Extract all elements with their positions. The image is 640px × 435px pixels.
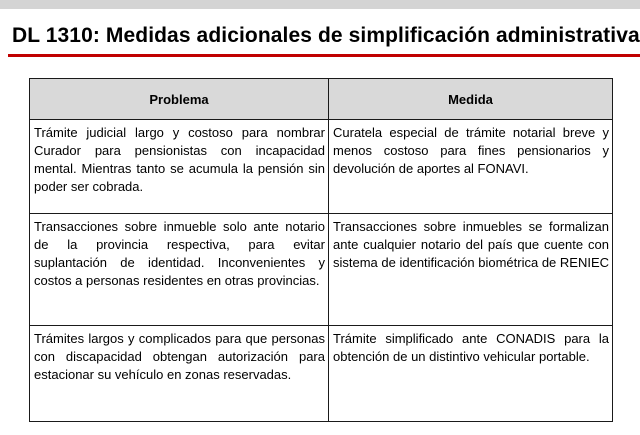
- slide-title: DL 1310: Medidas adicionales de simplificación administrativa: [12, 24, 640, 47]
- cell-medida: Trámite simplificado ante CONADIS para la obtención de un distintivo vehicular portable.: [329, 326, 613, 422]
- top-band: [0, 0, 640, 9]
- cell-medida: Transacciones sobre inmuebles se formalizan ante cualquier notario del país que cuente con sistema de identificación biométrica de RENIEC: [329, 214, 613, 326]
- header-problema: Problema: [30, 79, 329, 120]
- table-row: [30, 214, 613, 326]
- header-medida: Medida: [329, 79, 613, 120]
- comparison-table: [29, 78, 613, 422]
- table-header-row: [30, 79, 613, 120]
- cell-problema: Transacciones sobre inmueble solo ante notario de la provincia respectiva, para evitar suplantación de identidad. Inconvenientes y costos a personas residentes en otras provincias.: [30, 214, 329, 326]
- cell-problema: Trámites largos y complicados para que personas con discapacidad obtengan autorización para estacionar su vehículo en zonas reservadas.: [30, 326, 329, 422]
- cell-problema: Trámite judicial largo y costoso para nombrar Curador para pensionistas con incapacidad mental. Mientras tanto se acumula la pensión sin poder ser cobrada.: [30, 120, 329, 214]
- cell-medida: Curatela especial de trámite notarial breve y menos costoso para fines pensionarios y devolución de aportes al FONAVI.: [329, 120, 613, 214]
- table-row: [30, 120, 613, 214]
- title-underline: [8, 54, 640, 57]
- table-row: [30, 326, 613, 422]
